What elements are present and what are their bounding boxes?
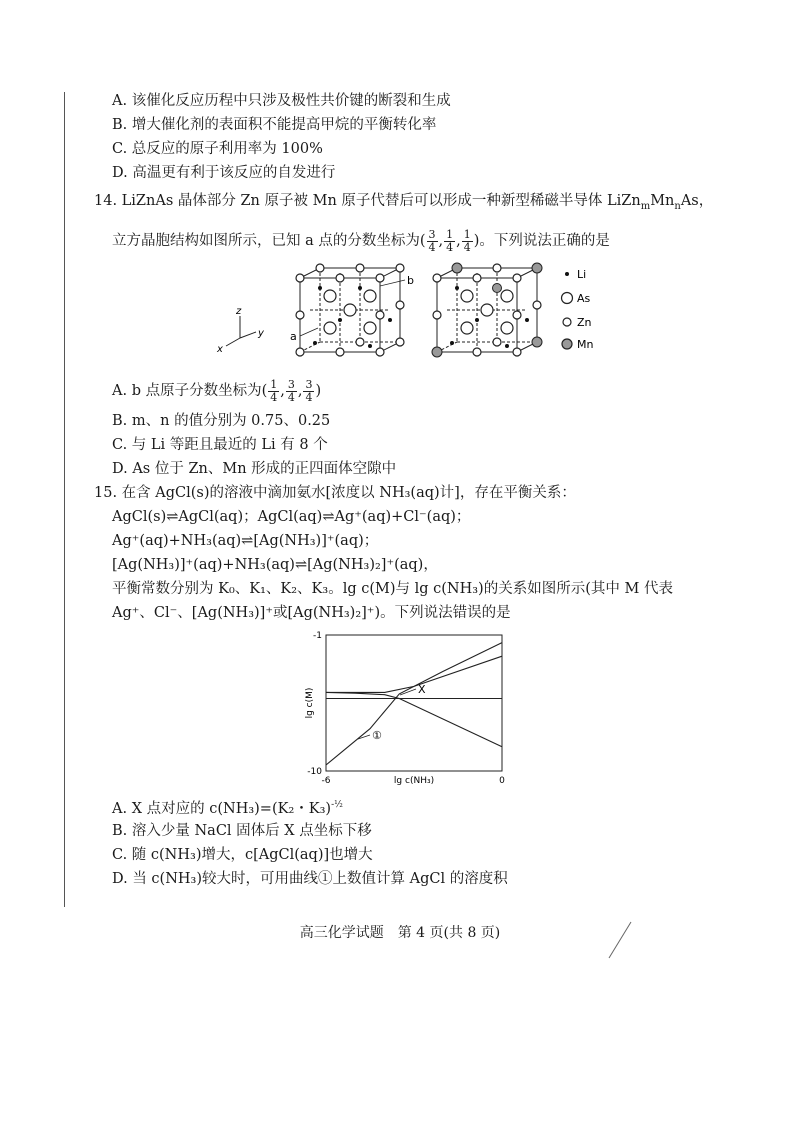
mn-circle-icon — [562, 339, 572, 349]
lg-c-chart — [300, 625, 520, 795]
series-line-rising-steep — [326, 643, 502, 765]
q14-option-c: C. 与 Li 等距且最近的 Li 有 8 个 — [112, 437, 328, 453]
axis-z-label: z — [236, 306, 242, 317]
fraction: $\frac{1}{4}$ — [463, 227, 471, 254]
q15-option-d: D. 当 c(NH₃)较大时，可用曲线①上数值计算 AgCl 的溶度积 — [112, 871, 508, 887]
margin-line — [64, 92, 65, 907]
q14-stem-line2: 立方晶胞结构如图所示，已知 a 点的分数坐标为( $\frac{3}{4}$ , $\frac{1}{4}$ , $\frac{1}{4}$ )。下列说法正确的是 — [112, 227, 610, 254]
q14-option-d: D. As 位于 Zn、Mn 形成的正四面体空隙中 — [112, 461, 397, 477]
page-footer: 高三化学试题 第 4 页(共 8 页) — [299, 925, 501, 941]
pen-mark — [605, 920, 635, 960]
xtick-left: -6 — [321, 776, 331, 786]
series-line-falling — [326, 692, 502, 746]
legend-zn: Zn — [577, 316, 592, 329]
ytick-top: -1 — [313, 631, 322, 641]
crystal-figure — [200, 258, 600, 368]
legend-mn: Mn — [577, 338, 594, 351]
li-dot-icon — [565, 272, 569, 276]
q14-stem-line1: 14. LiZnAs 晶体部分 Zn 原子被 Mn 原子代替后可以形成一种新型稀磁半导体 $LiZn_mMn_nAs$， — [94, 193, 714, 212]
x-axis-label: lg c(NH₃) — [393, 776, 435, 786]
q13-option-d: D. 高温更有利于该反应的自发进行 — [112, 165, 336, 181]
axis-x-label: x — [217, 344, 223, 355]
axis-y-label: y — [258, 328, 264, 339]
q15-question: Ag⁺、Cl⁻、[Ag(NH₃)]⁺或[Ag(NH₃)₂]⁺)。下列说法错误的是 — [112, 605, 511, 621]
series-layer — [326, 643, 502, 765]
q13-option-c: C. 总反应的原子利用率为 100% — [112, 141, 323, 157]
fraction: $\frac{3}{4}$ — [305, 377, 313, 404]
q15-option-a: A. X 点对应的 c(NH₃)=(K₂・K₃)$^{-\frac{1}{2}}$ — [112, 800, 343, 817]
legend — [562, 272, 573, 349]
annotation-curve-1: ① — [372, 729, 382, 742]
series-line-rising — [326, 656, 502, 692]
q15-option-c: C. 随 c(NH₃)增大，c[AgCl(aq)]也增大 — [112, 847, 373, 863]
ytick-bottom: -10 — [307, 767, 322, 777]
axes-icon — [226, 316, 256, 346]
fraction: $\frac{1}{4}$ — [446, 227, 454, 254]
q15-stem: 15. 在含 AgCl(s)的溶液中滴加氨水[浓度以 NH₃(aq)计]，存在平衡关系： — [94, 485, 576, 501]
q15-option-b: B. 溶入少量 NaCl 固体后 X 点坐标下移 — [112, 823, 372, 839]
as-circle-icon — [562, 293, 573, 304]
y-axis-label: lg c(M) — [305, 687, 315, 719]
q15-equilibrium-3: [Ag(NH₃)]⁺(aq)+NH₃(aq)⇌[Ag(NH₃)₂]⁺(aq)， — [112, 557, 438, 573]
fraction: $\frac{3}{4}$ — [428, 227, 436, 254]
legend-li: Li — [577, 268, 587, 281]
point-a-label: a — [290, 330, 297, 343]
fraction: $\frac{3}{4}$ — [287, 377, 295, 404]
q15-equilibrium-1: AgCl(s)⇌AgCl(aq)；AgCl(aq)⇌Ag⁺(aq)+Cl⁻(aq)； — [112, 509, 471, 525]
q15-constants: 平衡常数分别为 K₀、K₁、K₂、K₃。lg c(M)与 lg c(NH₃)的关系如图所示(其中 M 代表 — [112, 581, 673, 597]
q13-option-b: B. 增大催化剂的表面积不能提高甲烷的平衡转化率 — [112, 117, 437, 133]
zn-circle-icon — [563, 318, 571, 326]
q13-option-a: A. 该催化反应历程中只涉及极性共价键的断裂和生成 — [112, 93, 451, 109]
fraction: $\frac{1}{4}$ — [270, 377, 278, 404]
q14-option-b: B. m、n 的值分别为 0.75、0.25 — [112, 413, 331, 429]
legend-as: As — [577, 292, 591, 305]
point-b-label: b — [407, 274, 414, 287]
xtick-right: 0 — [499, 776, 505, 786]
annotation-x: X — [418, 683, 426, 696]
q15-equilibrium-2: Ag⁺(aq)+NH₃(aq)⇌[Ag(NH₃)]⁺(aq)； — [112, 533, 379, 549]
q14-option-a: A. b 点原子分数坐标为( $\frac{1}{4}$ , $\frac{3}{4}$ , $\frac{3}{4}$ ) — [112, 377, 322, 404]
